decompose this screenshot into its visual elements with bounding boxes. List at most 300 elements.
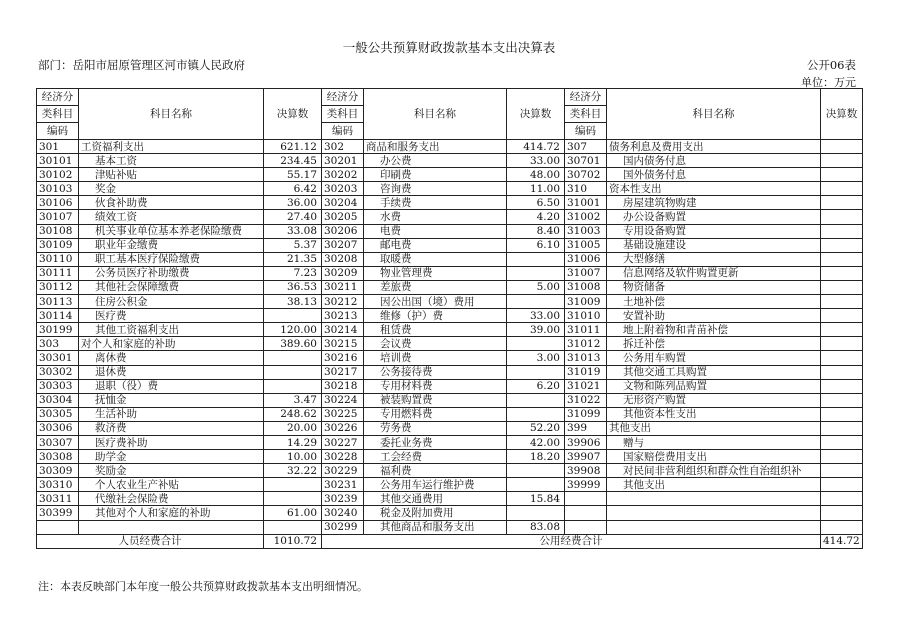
cell-code: 31013 [565, 351, 607, 365]
cell-name: 因公出国（境）费用 [364, 295, 507, 309]
cell-code: 31012 [565, 337, 607, 351]
cell-code: 39999 [565, 478, 607, 492]
cell-amount [821, 435, 863, 449]
header-row-1 [37, 89, 863, 106]
cell-name: 代缴社会保险费 [79, 492, 264, 506]
cell-code: 31003 [565, 224, 607, 238]
cell-code: 30114 [37, 309, 79, 323]
cell-amount [821, 252, 863, 266]
cell-code: 30205 [322, 210, 364, 224]
cell-name: 赠与 [607, 435, 821, 449]
cell-amount [264, 309, 322, 323]
cell-amount: 36.53 [264, 280, 322, 294]
cell-amount [507, 365, 565, 379]
cell-amount: 11.00 [507, 182, 565, 196]
table-row [37, 238, 863, 252]
cell-amount [821, 464, 863, 478]
personnel-total-label: 人员经费合计 [37, 534, 264, 548]
cell-code: 31006 [565, 252, 607, 266]
cell-name: 离休费 [79, 351, 264, 365]
cell-name: 津贴补贴 [79, 168, 264, 182]
code-header: 经济分 [565, 89, 607, 106]
cell-code: 30224 [322, 393, 364, 407]
cell-name: 公务员医疗补助缴费 [79, 266, 264, 280]
cell-name: 邮电费 [364, 238, 507, 252]
cell-amount: 621.12 [264, 140, 322, 154]
cell-name [79, 520, 264, 534]
cell-code: 30199 [37, 323, 79, 337]
cell-amount [821, 295, 863, 309]
cell-amount [821, 140, 863, 154]
cell-name: 住房公积金 [79, 295, 264, 309]
cell-code: 30101 [37, 154, 79, 168]
cell-amount [821, 168, 863, 182]
expenditure-table [36, 88, 863, 549]
code-header: 类科目 [565, 106, 607, 123]
cell-code: 30308 [37, 450, 79, 464]
cell-name: 国家赔偿费用支出 [607, 450, 821, 464]
cell-name: 国内债务付息 [607, 154, 821, 168]
cell-amount: 5.37 [264, 238, 322, 252]
cell-name: 房屋建筑物购建 [607, 196, 821, 210]
table-row [37, 210, 863, 224]
amount-header: 决算数 [264, 89, 322, 140]
table-row [37, 280, 863, 294]
cell-amount [821, 520, 863, 534]
public-total-value: 414.72 [821, 534, 863, 548]
table-row [37, 337, 863, 351]
cell-name: 商品和服务支出 [364, 140, 507, 154]
table-row [37, 252, 863, 266]
cell-amount: 4.20 [507, 210, 565, 224]
cell-code: 30216 [322, 351, 364, 365]
cell-code: 399 [565, 421, 607, 435]
cell-amount: 6.10 [507, 238, 565, 252]
cell-code: 30311 [37, 492, 79, 506]
table-row [37, 196, 863, 210]
cell-name: 无形资产购置 [607, 393, 821, 407]
code-header: 编码 [37, 123, 79, 140]
cell-name: 会议费 [364, 337, 507, 351]
table-row [37, 323, 863, 337]
cell-amount: 15.84 [507, 492, 565, 506]
cell-name: 被装购置费 [364, 393, 507, 407]
table-row [37, 478, 863, 492]
code-header: 经济分 [37, 89, 79, 106]
cell-code: 30702 [565, 168, 607, 182]
cell-amount [264, 379, 322, 393]
cell-name: 奖金 [79, 182, 264, 196]
cell-name: 救济费 [79, 421, 264, 435]
cell-code: 30110 [37, 252, 79, 266]
cell-amount: 33.00 [507, 154, 565, 168]
cell-code: 31019 [565, 365, 607, 379]
cell-name: 其他支出 [607, 478, 821, 492]
cell-code: 30399 [37, 506, 79, 520]
cell-name: 公务用车运行维护费 [364, 478, 507, 492]
cell-code: 31022 [565, 393, 607, 407]
cell-name: 物业管理费 [364, 266, 507, 280]
table-row [37, 379, 863, 393]
cell-code: 30302 [37, 365, 79, 379]
cell-amount [821, 506, 863, 520]
cell-code: 30299 [322, 520, 364, 534]
cell-amount: 3.47 [264, 393, 322, 407]
cell-amount: 83.08 [507, 520, 565, 534]
cell-amount [507, 464, 565, 478]
cell-name [607, 520, 821, 534]
cell-amount: 33.08 [264, 224, 322, 238]
cell-amount: 48.00 [507, 168, 565, 182]
cell-amount [264, 365, 322, 379]
cell-code: 31099 [565, 407, 607, 421]
cell-code: 30111 [37, 266, 79, 280]
cell-amount [821, 492, 863, 506]
cell-code: 31007 [565, 266, 607, 280]
cell-name: 拆迁补偿 [607, 337, 821, 351]
table-row [37, 450, 863, 464]
cell-code: 30103 [37, 182, 79, 196]
cell-name: 债务利息及费用支出 [607, 140, 821, 154]
cell-name: 机关事业单位基本养老保险缴费 [79, 224, 264, 238]
amount-header: 决算数 [821, 89, 863, 140]
cell-code: 310 [565, 182, 607, 196]
cell-amount [821, 393, 863, 407]
cell-name: 职业年金缴费 [79, 238, 264, 252]
cell-code: 30204 [322, 196, 364, 210]
cell-name: 税金及附加费用 [364, 506, 507, 520]
cell-amount [821, 351, 863, 365]
cell-code: 30201 [322, 154, 364, 168]
cell-code: 30217 [322, 365, 364, 379]
cell-name: 办公设备购置 [607, 210, 821, 224]
cell-amount [821, 309, 863, 323]
cell-code: 30207 [322, 238, 364, 252]
cell-code: 30227 [322, 435, 364, 449]
cell-name: 伙食补助费 [79, 196, 264, 210]
cell-amount [264, 478, 322, 492]
cell-amount [821, 337, 863, 351]
cell-name [607, 506, 821, 520]
cell-amount: 8.40 [507, 224, 565, 238]
cell-code: 31008 [565, 280, 607, 294]
cell-name: 其他支出 [607, 421, 821, 435]
cell-name: 其他对个人和家庭的补助 [79, 506, 264, 520]
cell-name: 对个人和家庭的补助 [79, 337, 264, 351]
cell-amount [507, 295, 565, 309]
cell-code [565, 492, 607, 506]
cell-code: 31005 [565, 238, 607, 252]
cell-name: 取暖费 [364, 252, 507, 266]
cell-code: 30113 [37, 295, 79, 309]
amount-header: 决算数 [507, 89, 565, 140]
cell-code: 30240 [322, 506, 364, 520]
table-row [37, 154, 863, 168]
cell-amount: 6.50 [507, 196, 565, 210]
cell-name: 奖励金 [79, 464, 264, 478]
cell-code: 302 [322, 140, 364, 154]
cell-amount [821, 421, 863, 435]
cell-code: 30209 [322, 266, 364, 280]
cell-name: 大型修缮 [607, 252, 821, 266]
cell-code: 31002 [565, 210, 607, 224]
cell-amount [821, 280, 863, 294]
cell-amount [507, 506, 565, 520]
cell-name: 安置补助 [607, 309, 821, 323]
cell-code: 30214 [322, 323, 364, 337]
cell-amount [821, 266, 863, 280]
cell-amount [821, 478, 863, 492]
cell-code: 30310 [37, 478, 79, 492]
cell-amount [821, 450, 863, 464]
cell-code: 307 [565, 140, 607, 154]
cell-amount [821, 182, 863, 196]
footnote: 注：本表反映部门本年度一般公共预算财政拨款基本支出明细情况。 [38, 580, 368, 593]
cell-code: 30203 [322, 182, 364, 196]
cell-name: 工会经费 [364, 450, 507, 464]
cell-amount [821, 323, 863, 337]
cell-code: 30218 [322, 379, 364, 393]
table-row [37, 492, 863, 506]
cell-name: 退休费 [79, 365, 264, 379]
cell-code: 30206 [322, 224, 364, 238]
cell-name: 维修（护）费 [364, 309, 507, 323]
cell-amount [507, 407, 565, 421]
cell-code: 31010 [565, 309, 607, 323]
table-row [37, 393, 863, 407]
cell-code: 30109 [37, 238, 79, 252]
cell-amount [821, 196, 863, 210]
cell-code: 30701 [565, 154, 607, 168]
cell-amount: 32.22 [264, 464, 322, 478]
cell-amount [264, 351, 322, 365]
cell-code: 30226 [322, 421, 364, 435]
table-body [37, 140, 863, 535]
cell-code: 30231 [322, 478, 364, 492]
cell-name: 文物和陈列品购置 [607, 379, 821, 393]
cell-amount [507, 478, 565, 492]
form-number: 公开06表 [806, 58, 856, 72]
cell-code: 30229 [322, 464, 364, 478]
code-header: 编码 [565, 123, 607, 140]
cell-amount [507, 266, 565, 280]
cell-amount: 6.42 [264, 182, 322, 196]
cell-amount [821, 224, 863, 238]
cell-amount: 120.00 [264, 323, 322, 337]
table-row [37, 140, 863, 154]
cell-amount: 248.62 [264, 407, 322, 421]
cell-amount [821, 154, 863, 168]
cell-name: 手续费 [364, 196, 507, 210]
cell-code: 30202 [322, 168, 364, 182]
cell-amount: 234.45 [264, 154, 322, 168]
cell-name: 电费 [364, 224, 507, 238]
cell-name: 国外债务付息 [607, 168, 821, 182]
cell-name: 其他商品和服务支出 [364, 520, 507, 534]
cell-code: 30228 [322, 450, 364, 464]
cell-code: 30239 [322, 492, 364, 506]
cell-name: 信息网络及软件购置更新 [607, 266, 821, 280]
cell-code: 39907 [565, 450, 607, 464]
cell-amount [821, 407, 863, 421]
code-header: 类科目 [37, 106, 79, 123]
table-row [37, 168, 863, 182]
table-row [37, 365, 863, 379]
cell-name: 绩效工资 [79, 210, 264, 224]
cell-name: 生活补助 [79, 407, 264, 421]
cell-code: 30102 [37, 168, 79, 182]
cell-code: 30301 [37, 351, 79, 365]
cell-code: 30213 [322, 309, 364, 323]
cell-name: 助学金 [79, 450, 264, 464]
cell-amount [507, 393, 565, 407]
cell-code: 303 [37, 337, 79, 351]
cell-name [607, 492, 821, 506]
cell-amount [507, 252, 565, 266]
cell-name: 基本工资 [79, 154, 264, 168]
cell-code: 39908 [565, 464, 607, 478]
cell-code: 301 [37, 140, 79, 154]
cell-name: 福利费 [364, 464, 507, 478]
cell-name: 专用材料费 [364, 379, 507, 393]
personnel-total-value: 1010.72 [264, 534, 322, 548]
cell-code: 30106 [37, 196, 79, 210]
cell-amount: 14.29 [264, 435, 322, 449]
cell-code: 30306 [37, 421, 79, 435]
table-row [37, 266, 863, 280]
cell-amount: 389.60 [264, 337, 322, 351]
cell-name: 其他工资福利支出 [79, 323, 264, 337]
cell-amount [821, 379, 863, 393]
cell-name: 基础设施建设 [607, 238, 821, 252]
cell-amount: 414.72 [507, 140, 565, 154]
table-row [37, 295, 863, 309]
cell-name: 物资储备 [607, 280, 821, 294]
cell-name: 其他社会保障缴费 [79, 280, 264, 294]
cell-amount [821, 210, 863, 224]
cell-amount: 55.17 [264, 168, 322, 182]
cell-name: 专用燃料费 [364, 407, 507, 421]
cell-code: 30305 [37, 407, 79, 421]
department-label: 部门：岳阳市屈原管理区河市镇人民政府 [38, 58, 245, 72]
cell-name: 劳务费 [364, 421, 507, 435]
table-row [37, 309, 863, 323]
cell-name: 租赁费 [364, 323, 507, 337]
cell-code [37, 520, 79, 534]
cell-code: 30303 [37, 379, 79, 393]
cell-code [565, 520, 607, 534]
name-header: 科目名称 [79, 89, 264, 140]
report-title: 一般公共预算财政拨款基本支出决算表 [342, 40, 556, 55]
cell-name: 其他资本性支出 [607, 407, 821, 421]
cell-amount: 52.20 [507, 421, 565, 435]
cell-code: 30211 [322, 280, 364, 294]
cell-amount: 61.00 [264, 506, 322, 520]
cell-code: 31011 [565, 323, 607, 337]
cell-code: 30108 [37, 224, 79, 238]
cell-amount: 21.35 [264, 252, 322, 266]
cell-name: 差旅费 [364, 280, 507, 294]
cell-name: 印刷费 [364, 168, 507, 182]
cell-amount [507, 337, 565, 351]
cell-amount [821, 238, 863, 252]
cell-name: 土地补偿 [607, 295, 821, 309]
cell-code: 30215 [322, 337, 364, 351]
cell-code: 30212 [322, 295, 364, 309]
cell-amount [264, 520, 322, 534]
public-total-label: 公用经费合计 [322, 534, 821, 548]
cell-name: 地上附着物和青苗补偿 [607, 323, 821, 337]
cell-code: 39906 [565, 435, 607, 449]
totals-row [37, 534, 863, 548]
cell-code: 30208 [322, 252, 364, 266]
cell-name: 培训费 [364, 351, 507, 365]
cell-name: 公务接待费 [364, 365, 507, 379]
cell-code: 30225 [322, 407, 364, 421]
cell-amount [264, 492, 322, 506]
cell-amount: 36.00 [264, 196, 322, 210]
table-row [37, 464, 863, 478]
cell-name: 公务用车购置 [607, 351, 821, 365]
cell-amount: 27.40 [264, 210, 322, 224]
unit-label: 单位：万元 [801, 76, 856, 89]
cell-name: 工资福利支出 [79, 140, 264, 154]
cell-amount: 7.23 [264, 266, 322, 280]
cell-amount: 6.20 [507, 379, 565, 393]
cell-amount: 20.00 [264, 421, 322, 435]
cell-name: 委托业务费 [364, 435, 507, 449]
table-row [37, 407, 863, 421]
table-row [37, 224, 863, 238]
cell-amount: 5.00 [507, 280, 565, 294]
name-header: 科目名称 [364, 89, 507, 140]
table-row [37, 182, 863, 196]
code-header: 经济分 [322, 89, 364, 106]
cell-code: 31009 [565, 295, 607, 309]
cell-code: 30304 [37, 393, 79, 407]
cell-amount: 3.00 [507, 351, 565, 365]
cell-amount: 18.20 [507, 450, 565, 464]
table-row [37, 520, 863, 534]
name-header: 科目名称 [607, 89, 821, 140]
cell-name: 个人农业生产补贴 [79, 478, 264, 492]
table-row [37, 435, 863, 449]
cell-name: 水费 [364, 210, 507, 224]
code-header: 类科目 [322, 106, 364, 123]
code-header: 编码 [322, 123, 364, 140]
table-row [37, 351, 863, 365]
cell-name: 专用设备购置 [607, 224, 821, 238]
cell-name: 医疗费补助 [79, 435, 264, 449]
cell-amount: 39.00 [507, 323, 565, 337]
cell-name: 办公费 [364, 154, 507, 168]
cell-code: 30112 [37, 280, 79, 294]
table-row [37, 506, 863, 520]
cell-amount: 38.13 [264, 295, 322, 309]
cell-name: 抚恤金 [79, 393, 264, 407]
cell-amount [821, 365, 863, 379]
cell-name: 医疗费 [79, 309, 264, 323]
cell-name: 其他交通工具购置 [607, 365, 821, 379]
cell-code: 30309 [37, 464, 79, 478]
cell-amount: 42.00 [507, 435, 565, 449]
cell-name: 其他交通费用 [364, 492, 507, 506]
cell-amount: 10.00 [264, 450, 322, 464]
cell-name: 咨询费 [364, 182, 507, 196]
cell-code: 31021 [565, 379, 607, 393]
cell-name: 对民间非营利组织和群众性自治组织补 [607, 464, 821, 478]
cell-name: 职工基本医疗保险缴费 [79, 252, 264, 266]
